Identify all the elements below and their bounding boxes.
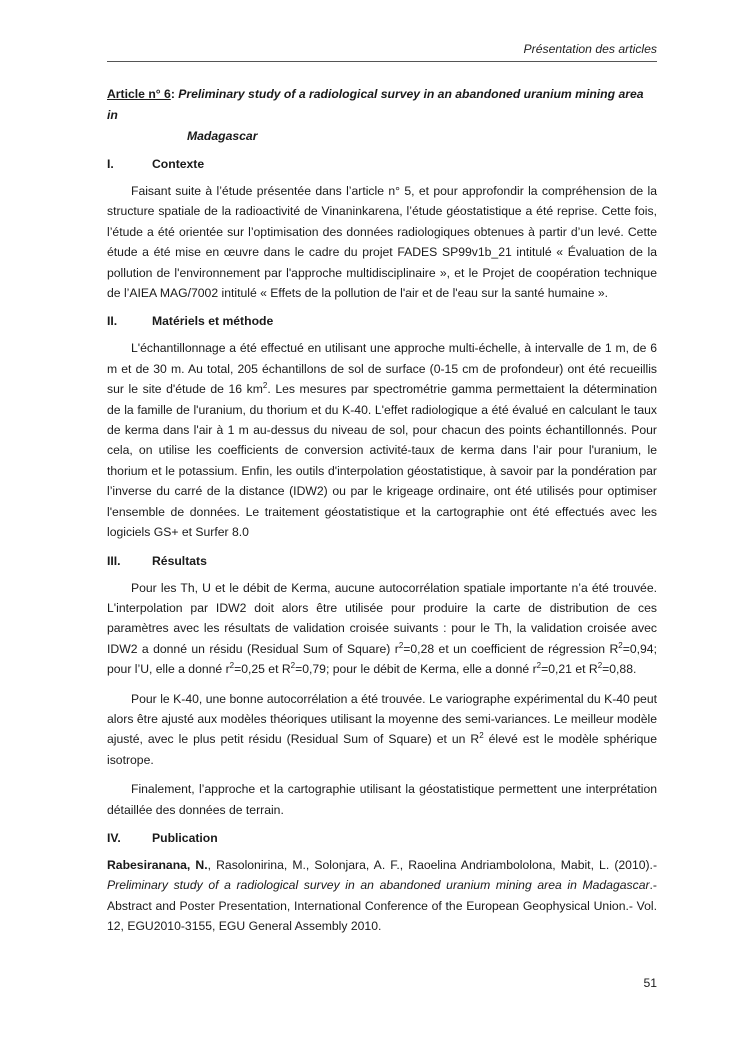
paragraph-resultats-2: Pour le K-40, une bonne autocorrélation a été trouvée. Le variographe expérimental du K-40 peut alors être ajusté aux modèles théoriques utilisant la moyenne des semi-variances. Le meilleur modèle ajusté, avec le plus petit résidu (Residual Sum of Square) et un $R^2$ élevé est le modèle sphérique isotrope. [107,691,657,767]
section-heading-materiels [107,312,657,330]
paragraph-resultats-3: Finalement, l’approche et la cartographie utilisant la géostatistique permettent une interprétation détaillée des données de terrain. [107,782,657,817]
publication-reference: Rabesiranana, N., Rasolonirina, M., Solonjara, A. F., Raoelina Andriambololona, Mabit, L. (2010).- Preliminary study of a radiological survey in an abandoned uranium mining area in Madagascar.- Abstract and Poster Presentation, International Conference of the European Geophysical Union.- Vol. 12, EGU2010-3155, EGU General Assembly 2010. [107,857,657,934]
section-heading-resultats [107,552,657,570]
page-number: 51 [643,976,657,990]
paragraph-materiels: L'échantillonnage a été effectué en utilisant une approche multi-échelle, à intervalle de 1 m, de 6 m et de 30 m. Au total, 205 échantillons de sol de surface (0-15 cm de profondeur) ont été recueillis sur le site d'étude de 16 $km^2$. Les mesures par spectrométrie gamma permettaient la détermination de la famille de l'uranium, du thorium et du K-40. L'effet radiologique a été évalué en calculant le taux de kerma dans l'air à 1 m au-dessus du niveau de sol, pour chacun des points échantillonnés. Pour cela, on utilise les coefficients de conversion activité-taux de kerma dans l’air pour l'uranium, le thorium et le potassium. Enfin, les outils d'interpolation géostatistique, à savoir par la pondération par l’inverse du carré de la distance (IDW2) ou par le krigeage ordinaire, ont été utilisés pour optimiser l'ensemble de données. Le traitement géostatistique et la cartographie ont été effectués avec les logiciels GS+ et Surfer 8.0 [107,341,657,540]
paragraph-resultats-1: Pour les Th, U et le débit de Kerma, aucune autocorrélation spatiale importante n’a été trouvée. L'interpolation par IDW2 doit alors être utilisée pour produire la carte de distribution de ces paramètres avec les résultats de validation croisée suivants : pour le Th, la validation croisée avec IDW2 a donné un résidu (Residual Sum of Square) $r^2=0,28$ et un coefficient de régression $R^2=0,94$; pour l’U, elle a donné $r^2=0,25$ et $R^2=0,79$; pour le débit de Kerma, elle a donné $r^2=0,21$ et $R^2=0,88$. [107,580,657,677]
lead-author: Rabesiranana, N. [107,857,208,872]
paragraph-contexte: Faisant suite à l’étude présentée dans l’article n° 5, et pour approfondir la compréhension de la structure spatiale de la radioactivité de Vinaninkarena, l’étude géostatistique a été reprise. Cette fois, l’étude a été orientée sur l’optimisation des données radiologiques obtenues à partir d’un levé. Cette étude a été mise en œuvre dans le cadre du projet FADES SP99v1b_21 intitulé « Évaluation de la pollution de l'environnement par l'approche multidisciplinaire », et le Projet de coopération technique de l’AIEA MAG/7002 intitulé « Effets de la pollution de l'air et de l'eau sur la santé humaine ». [107,184,657,301]
section-number: IV. [107,830,121,845]
section-heading-publication [107,829,657,847]
section-number: II. [107,314,118,329]
section-title: Résultats [152,553,207,568]
article-title-line1: Preliminary study of a radiological survey in an abandoned uranium mining area in [107,87,644,122]
section-title: Publication [152,830,218,845]
publication-title: Preliminary study of a radiological survey in an abandoned uranium mining area in Madagascar [107,878,650,893]
header-rule [107,61,657,62]
section-number: I. [107,157,114,171]
page-body [107,84,657,946]
section-number: III. [107,553,121,568]
article-title [107,84,657,147]
section-heading-contexte [107,155,657,173]
running-header: Présentation des articles [523,42,657,56]
article-label: Article n° 6 [107,87,171,101]
article-separator: : [170,87,179,101]
section-title: Contexte [152,157,205,171]
article-title-line2: Madagascar [187,129,258,143]
section-title: Matériels et méthode [152,314,274,329]
